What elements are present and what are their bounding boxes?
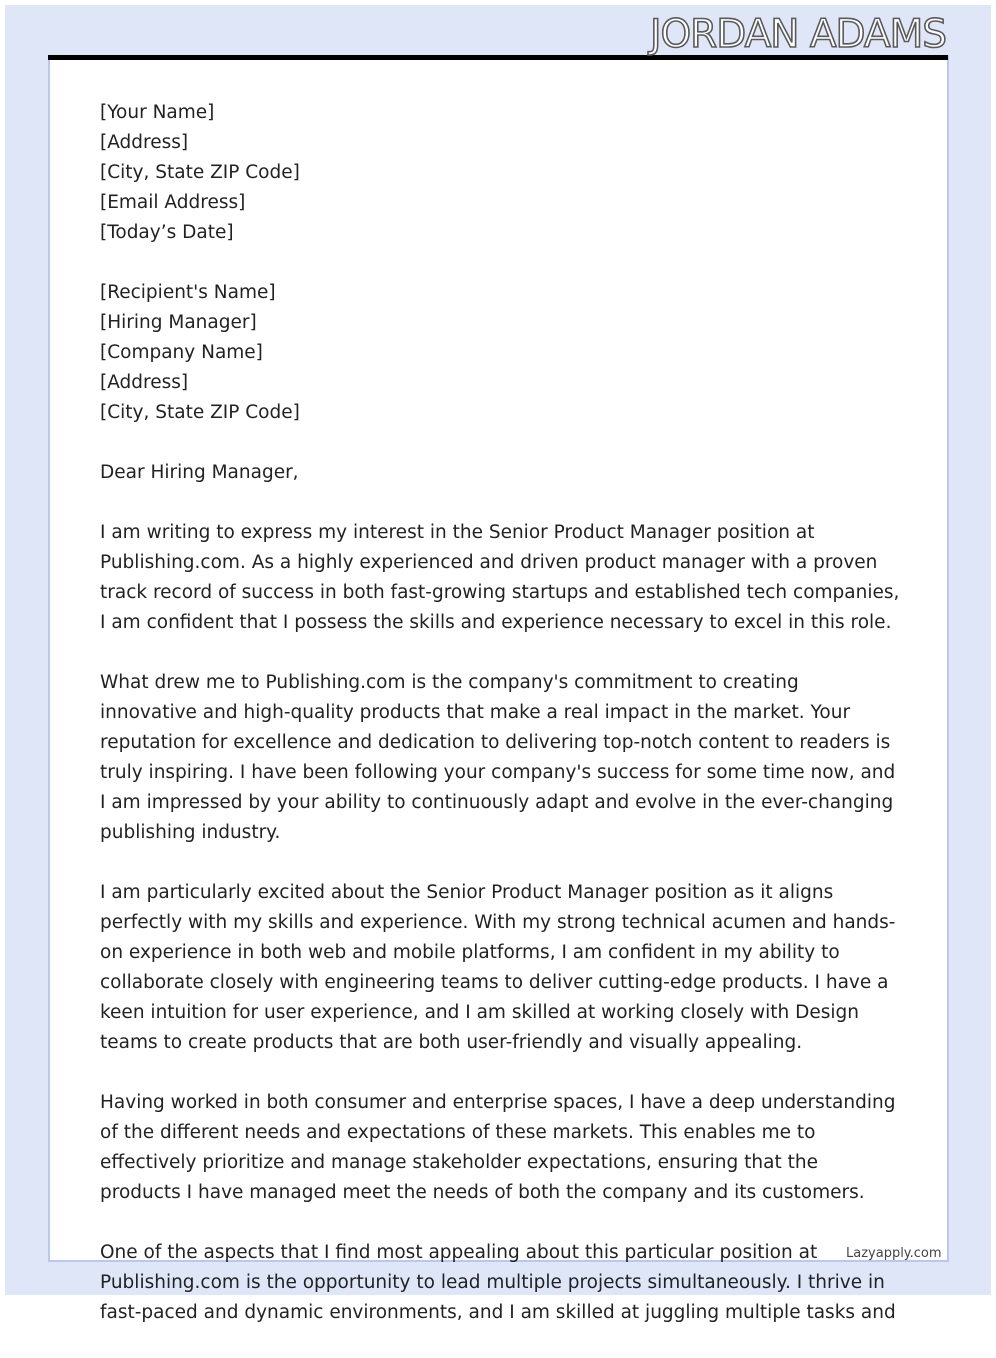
- recipient-city-state-zip: [City, State ZIP Code]: [100, 402, 300, 423]
- sender-block: [100, 98, 900, 248]
- salutation: Dear Hiring Manager,: [100, 462, 299, 483]
- sender-address: [Address]: [100, 132, 189, 153]
- sender-city-state-zip: [City, State ZIP Code]: [100, 162, 300, 183]
- cover-letter-body: [100, 98, 900, 1358]
- recipient-title: [Hiring Manager]: [100, 312, 257, 333]
- body-paragraph: What drew me to Publishing.com is the company's commitment to creating innovative and high-quality products that make a real impact in the market. Your reputation for excellence and dedication to delivering top-notch content to readers is truly inspiring. I have been following your company's success for some time now, and I am impressed by your ability to continuously adapt and evolve in the ever-changing publishing industry.: [100, 672, 896, 843]
- watermark-text: Lazyapply.com: [846, 1246, 942, 1261]
- letter-date: [Today’s Date]: [100, 222, 234, 243]
- body-paragraph: One of the aspects that I find most appealing about this particular position at Publishing.com is the opportunity to lead multiple projects simultaneously. I thrive in fast-paced and dynamic environments, and I am skilled at juggling multiple tasks and: [100, 1242, 896, 1323]
- sender-email: [Email Address]: [100, 192, 246, 213]
- body-paragraph: I am particularly excited about the Senior Product Manager position as it aligns perfectly with my skills and experience. With my strong technical acumen and hands-on experience in both web and mobile platforms, I am confident in my ability to collaborate closely with engineering teams to deliver cutting-edge products. I have a keen intuition for user experience, and I am skilled at working closely with Design teams to create products that are both user-friendly and visually appealing.: [100, 882, 896, 1053]
- body-paragraph: I am writing to express my interest in the Senior Product Manager position at Publishing.com. As a highly experienced and driven product manager with a proven track record of success in both fast-growing startups and established tech companies, I am confident that I possess the skills and experience necessary to excel in this role.: [100, 522, 900, 633]
- sender-name: [Your Name]: [100, 102, 215, 123]
- recipient-block: [100, 278, 900, 428]
- body-paragraph: Having worked in both consumer and enterprise spaces, I have a deep understanding of the different needs and expectations of these markets. This enables me to effectively prioritize and manage stakeholder expectations, ensuring that the products I have managed meet the needs of both the company and its customers.: [100, 1092, 896, 1203]
- recipient-name: [Recipient's Name]: [100, 282, 276, 303]
- recipient-company: [Company Name]: [100, 342, 263, 363]
- spacer: [100, 428, 900, 458]
- applicant-name-heading: JORDAN ADAMS: [649, 12, 946, 57]
- recipient-address: [Address]: [100, 372, 189, 393]
- spacer: [100, 248, 900, 278]
